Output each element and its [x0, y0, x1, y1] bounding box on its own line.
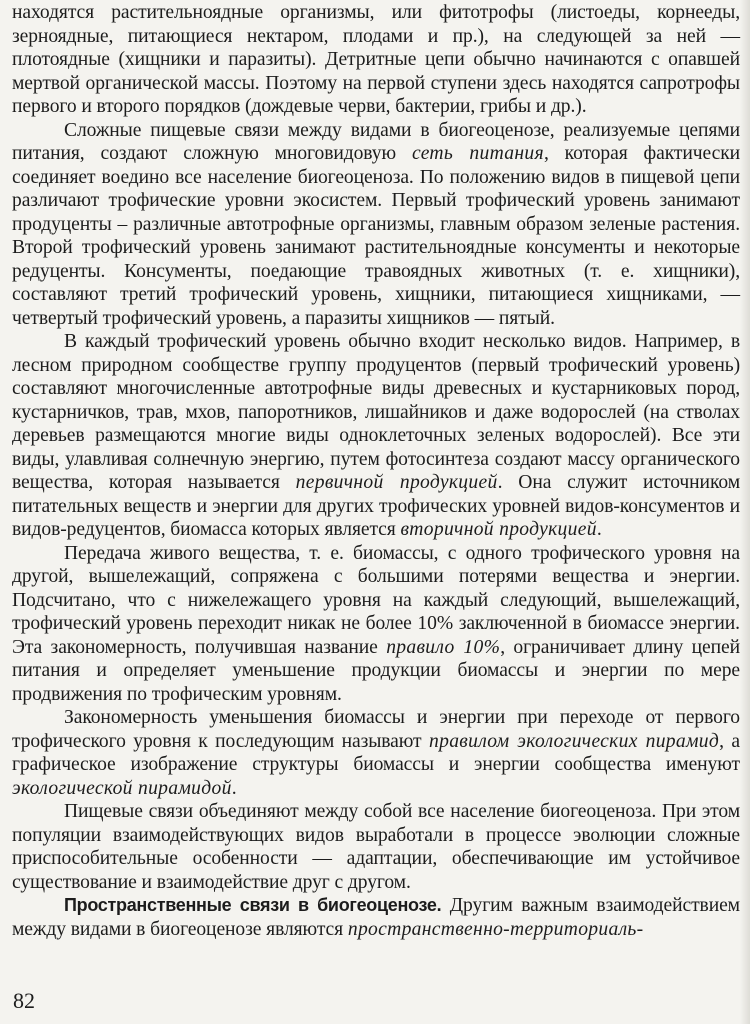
paragraph-3-text-c: .: [596, 519, 602, 540]
term-rule-10-percent: правило 10%: [386, 636, 501, 658]
term-spatial-territorial: пространственно-территориаль-: [347, 918, 644, 940]
paragraph-2-text-a: Сложные пищевые связи между видами в биогеоценозе, реализуемые цепями питания, создают сложную многовидовую: [12, 119, 740, 164]
paragraph-2-text-b: , которая фактически соединяет воедино все население биогеоценоза. По положению видов в пищевой цепи различают трофические уровни экосистем. Первый трофический уровень занимают продуценты – различные автотрофные организмы, главным образом зеленые растения. Второй трофический уровень занимают растительноядные консументы и некоторые редуценты. Консументы, поедающие травоядных животных (т. е. хищники), составляют третий трофический уровень, хищники, питающиеся хищниками, — четвертый трофический уровень, а паразиты хищников — пятый.: [12, 143, 741, 329]
paragraph-7-text-a: Другим важным взаимодействием между видами в биогеоценозе являются: [12, 895, 740, 940]
page-edge-shadow: [740, 0, 750, 1024]
page-number: 82: [13, 988, 35, 1013]
term-secondary-production: вторичной продукцией: [400, 519, 597, 540]
paragraph-4-text-a: Передача живого вещества, т. е. биомассы, с одного трофического уровня на другой, вышележащий, сопряжена с большими потерями вещества и энергии. Подсчитано, что с нижележащего уровня на каждый следующий, вышележащий, трофический уровень переходит никак не более 10% заключенной в биомассе энергии. Эта закономерность, получившая название: [12, 542, 740, 658]
paragraph-4: [12, 542, 740, 707]
paragraph-3-text-a: В каждый трофический уровень обычно входит несколько видов. Например, в лесном природном сообществе группу продуцентов (первый трофический уровень) составляют многочисленные автотрофные виды древесных и кустарниковых пород, кустарничков, трав, мхов, папоротников, лишайников и даже водорослей (на стволах деревьев размещаются многие виды одноклеточных зеленых водорослей). Все эти виды, улавливая солнечную энергию, путем фотосинтеза создают массу органического вещества, которая называется: [12, 331, 740, 493]
paragraph-5-text-b: , а графическое изображение структуры биомассы и энергии сообщества именуют: [12, 730, 740, 775]
paragraph-7: [12, 894, 740, 941]
term-ecological-pyramids-rule: правилом экологических пирамид: [429, 730, 720, 752]
paragraph-5: [12, 706, 740, 800]
term-primary-production: первичной продукцией: [295, 472, 498, 493]
section-heading-spatial-links: Пространственные связи в биогеоценозе.: [64, 895, 442, 915]
paragraph-3: [12, 330, 740, 542]
term-ecological-pyramid: экологической пирамидой: [12, 777, 232, 799]
paragraph-5-text-c: .: [231, 777, 237, 799]
body-text: [12, 1, 740, 941]
paragraph-5-text-a: Закономерность уменьшения биомассы и энергии при переходе от первого трофического уровня к последующим называют: [12, 707, 740, 752]
term-food-web: сеть питания: [411, 143, 544, 164]
paragraph-3-text-b: . Она служит источником питательных веществ и энергии для других трофических уровней видов-консументов и видов-редуцентов, биомасса которых является: [12, 472, 740, 540]
paragraph-6: Пищевые связи объединяют между собой все население биогеоценоза. При этом популяции взаимодействующих видов выработали в процессе эволюции сложные приспособительные особенности — адаптации, обеспечивающие им устойчивое существование и взаимодействие друг с другом.: [12, 801, 740, 893]
paragraph-2: [12, 119, 740, 331]
paragraph-1: находятся растительноядные организмы, или фитотрофы (листоеды, корнееды, зерноядные, питающиеся нектаром, плодами и пр.), на следующей за ней — плотоядные (хищники и паразиты). Детритные цепи обычно начинаются с опавшей мертвой органической массы. Поэтому на первой ступени здесь находятся сапротрофы первого и второго порядков (дождевые черви, бактерии, грибы и др.).: [12, 2, 740, 117]
paragraph-4-text-b: , ограничивает длину цепей питания и определяет уменьшение продукции биомассы и энергии по мере продвижения по трофическим уровням.: [12, 636, 741, 705]
